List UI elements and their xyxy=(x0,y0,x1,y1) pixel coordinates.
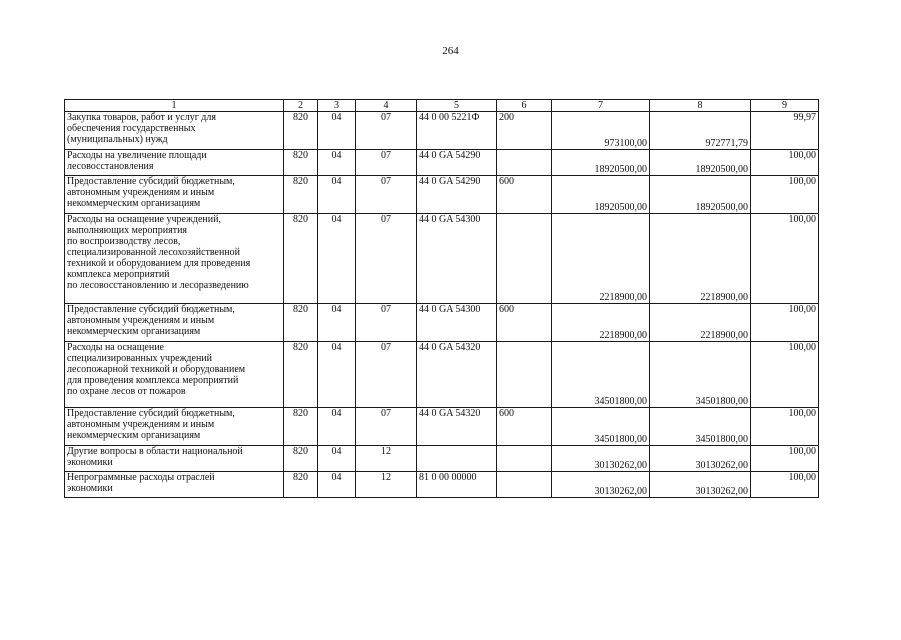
expense-name: Непрограммные расходы отраслей экономики xyxy=(65,472,284,498)
expense-type-code: 200 xyxy=(497,112,552,150)
table-row xyxy=(65,472,819,498)
subsection-code: 07 xyxy=(356,176,417,214)
expense-name: Закупка товаров, работ и услуг для обеспечения государственных (муниципальных) нужд xyxy=(65,112,284,150)
subsection-code: 07 xyxy=(356,304,417,342)
target-article-code: 81 0 00 00000 xyxy=(417,472,497,498)
expense-name: Другие вопросы в области национальной экономики xyxy=(65,446,284,472)
expense-name: Расходы на оснащение учреждений, выполняющих мероприятия по воспроизводству лесов, специализированной лесохозяйственной техникой и оборудованием для проведения комплекса мероприятий по лесовосстановлению и лесоразведению xyxy=(65,214,284,304)
section-code: 04 xyxy=(318,112,356,150)
page-number: 264 xyxy=(442,45,459,57)
column-header: 6 xyxy=(497,100,552,112)
execution-percent: 100,00 xyxy=(751,176,819,214)
expense-type-code: 600 xyxy=(497,176,552,214)
target-article-code: 44 0 GA 54300 xyxy=(417,214,497,304)
table-row xyxy=(65,446,819,472)
section-code: 04 xyxy=(318,408,356,446)
executed-amount: 2218900,00 xyxy=(650,304,751,342)
grbs-code: 820 xyxy=(284,150,318,176)
column-header: 1 xyxy=(65,100,284,112)
section-code: 04 xyxy=(318,150,356,176)
table-row xyxy=(65,176,819,214)
execution-percent: 100,00 xyxy=(751,408,819,446)
executed-amount: 972771,79 xyxy=(650,112,751,150)
column-header: 2 xyxy=(284,100,318,112)
section-code: 04 xyxy=(318,214,356,304)
column-header: 4 xyxy=(356,100,417,112)
expense-type-code xyxy=(497,342,552,408)
column-header: 8 xyxy=(650,100,751,112)
planned-amount: 30130262,00 xyxy=(552,472,650,498)
target-article-code: 44 0 GA 54320 xyxy=(417,342,497,408)
execution-percent: 100,00 xyxy=(751,304,819,342)
subsection-code: 12 xyxy=(356,472,417,498)
expense-name: Предоставление субсидий бюджетным, автономным учреждениям и иным некоммерческим организациям xyxy=(65,176,284,214)
planned-amount: 30130262,00 xyxy=(552,446,650,472)
column-header: 3 xyxy=(318,100,356,112)
expense-type-code xyxy=(497,472,552,498)
target-article-code: 44 0 GA 54300 xyxy=(417,304,497,342)
grbs-code: 820 xyxy=(284,214,318,304)
target-article-code: 44 0 GA 54320 xyxy=(417,408,497,446)
expense-type-code xyxy=(497,214,552,304)
section-code: 04 xyxy=(318,304,356,342)
execution-percent: 100,00 xyxy=(751,150,819,176)
executed-amount: 2218900,00 xyxy=(650,214,751,304)
executed-amount: 30130262,00 xyxy=(650,472,751,498)
expense-type-code: 600 xyxy=(497,304,552,342)
execution-percent: 100,00 xyxy=(751,446,819,472)
budget-execution-table xyxy=(64,99,819,498)
expense-type-code: 600 xyxy=(497,408,552,446)
target-article-code: 44 0 GA 54290 xyxy=(417,150,497,176)
planned-amount: 18920500,00 xyxy=(552,176,650,214)
execution-percent: 100,00 xyxy=(751,214,819,304)
section-code: 04 xyxy=(318,472,356,498)
table-row xyxy=(65,304,819,342)
executed-amount: 34501800,00 xyxy=(650,342,751,408)
table-row xyxy=(65,112,819,150)
execution-percent: 99,97 xyxy=(751,112,819,150)
column-header: 7 xyxy=(552,100,650,112)
grbs-code: 820 xyxy=(284,112,318,150)
column-header: 5 xyxy=(417,100,497,112)
planned-amount: 2218900,00 xyxy=(552,214,650,304)
expense-name: Расходы на увеличение площади лесовосстановления xyxy=(65,150,284,176)
planned-amount: 34501800,00 xyxy=(552,342,650,408)
executed-amount: 30130262,00 xyxy=(650,446,751,472)
section-code: 04 xyxy=(318,342,356,408)
planned-amount: 2218900,00 xyxy=(552,304,650,342)
subsection-code: 12 xyxy=(356,446,417,472)
section-code: 04 xyxy=(318,176,356,214)
expense-type-code xyxy=(497,150,552,176)
executed-amount: 18920500,00 xyxy=(650,176,751,214)
planned-amount: 973100,00 xyxy=(552,112,650,150)
table-row xyxy=(65,150,819,176)
target-article-code xyxy=(417,446,497,472)
grbs-code: 820 xyxy=(284,408,318,446)
grbs-code: 820 xyxy=(284,472,318,498)
expense-type-code xyxy=(497,446,552,472)
execution-percent: 100,00 xyxy=(751,472,819,498)
subsection-code: 07 xyxy=(356,150,417,176)
expense-name: Предоставление субсидий бюджетным, автономным учреждениям и иным некоммерческим организациям xyxy=(65,304,284,342)
column-header: 9 xyxy=(751,100,819,112)
subsection-code: 07 xyxy=(356,112,417,150)
executed-amount: 18920500,00 xyxy=(650,150,751,176)
executed-amount: 34501800,00 xyxy=(650,408,751,446)
table-row xyxy=(65,408,819,446)
grbs-code: 820 xyxy=(284,304,318,342)
table-row xyxy=(65,214,819,304)
target-article-code: 44 0 GA 54290 xyxy=(417,176,497,214)
table-row xyxy=(65,342,819,408)
grbs-code: 820 xyxy=(284,446,318,472)
grbs-code: 820 xyxy=(284,342,318,408)
subsection-code: 07 xyxy=(356,342,417,408)
section-code: 04 xyxy=(318,446,356,472)
expense-name: Расходы на оснащение специализированных учреждений лесопожарной техникой и оборудованием для проведения комплекса мероприятий по охране лесов от пожаров xyxy=(65,342,284,408)
subsection-code: 07 xyxy=(356,408,417,446)
grbs-code: 820 xyxy=(284,176,318,214)
subsection-code: 07 xyxy=(356,214,417,304)
target-article-code: 44 0 00 5221Ф xyxy=(417,112,497,150)
execution-percent: 100,00 xyxy=(751,342,819,408)
planned-amount: 34501800,00 xyxy=(552,408,650,446)
planned-amount: 18920500,00 xyxy=(552,150,650,176)
expense-name: Предоставление субсидий бюджетным, автономным учреждениям и иным некоммерческим организациям xyxy=(65,408,284,446)
column-number-row xyxy=(65,100,819,112)
